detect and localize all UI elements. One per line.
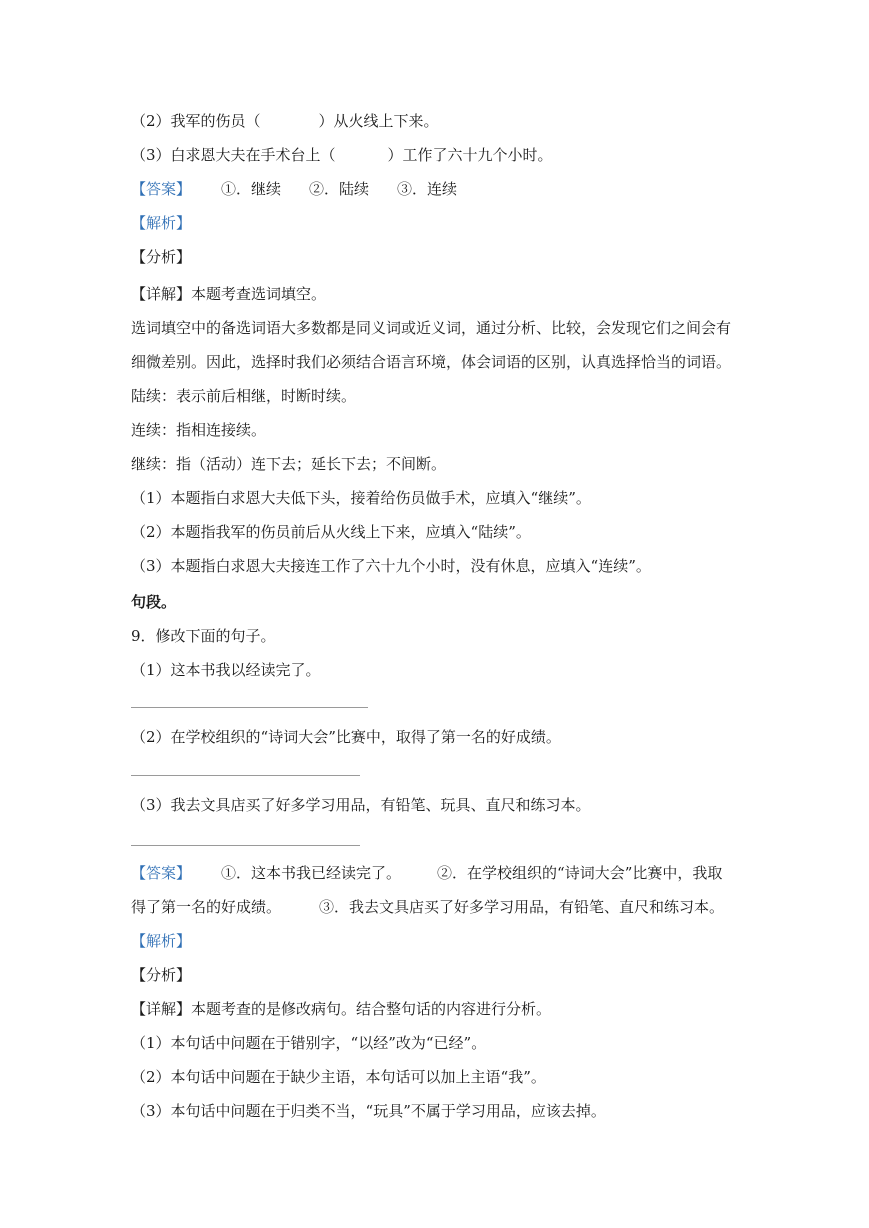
q8-exp2: （2）本题指我军的伤员前后从火线上下来，应填入“陆续”。 (131, 523, 531, 541)
q8-def-jixu: 继续：指（活动）连下去；延长下去；不间断。 (131, 455, 447, 473)
q9-answer-line2 (131, 897, 751, 917)
q8-answer (131, 179, 751, 199)
q8-def-lianxu: 连续：指相连接续。 (131, 421, 267, 439)
q9-item1: （1）这本书我以经读完了。 (131, 661, 321, 679)
answer-1: ①．这本书我已经读完了。 (221, 864, 402, 882)
q8-exp1: （1）本题指白求恩大夫低下头，接着给伤员做手术，应填入“继续”。 (131, 489, 591, 507)
q9-exp2: （2）本句话中问题在于缺少主语，本句话可以加上主语“我”。 (131, 1068, 546, 1086)
q8-para1-line2: 细微差别。因此，选择时我们必须结合语言环境，体会词语的区别，认真选择恰当的词语。 (131, 353, 732, 371)
q9-detail (131, 999, 751, 1019)
fenxi-tag: 【分析】 (131, 966, 192, 984)
answer-2-part2: 得了第一名的好成绩。 (131, 898, 282, 916)
q9-title: 9．修改下面的句子。 (131, 627, 276, 645)
fenxi-tag: 【分析】 (131, 248, 192, 266)
answer-blank-line-2 (131, 775, 360, 776)
answer-2: ②．陆续 (309, 180, 370, 198)
q8-para1-line1: 选词填空中的备选词语大多数都是同义词或近义词，通过分析、比较，会发现它们之间会有 (131, 319, 732, 337)
q8-detail (131, 284, 751, 304)
q8-item2-after: ）从火线上下来。 (318, 112, 439, 130)
q8-item3-before: （3）白求恩大夫在手术台上（ (131, 146, 336, 164)
q8-item3-after: ）工作了六十九个小时。 (387, 146, 553, 164)
answer-tag: 【答案】 (131, 864, 192, 882)
answer-3: ③．我去文具店买了好多学习用品，有铅笔、直尺和练习本。 (319, 898, 725, 916)
section-title: 句段。 (131, 593, 177, 611)
answer-tag: 【答案】 (131, 180, 192, 198)
q8-item2-before: （2）我军的伤员（ (131, 112, 261, 130)
detail-tag: 【详解】 (131, 285, 192, 303)
q9-item2: （2）在学校组织的“诗词大会”比赛中，取得了第一名的好成绩。 (131, 728, 561, 746)
answer-3: ③．连续 (397, 180, 458, 198)
answer-2-part1: ②．在学校组织的“诗词大会”比赛中，我取 (437, 864, 723, 882)
detail-text: 本题考查的是修改病句。结合整句话的内容进行分析。 (191, 1000, 552, 1018)
q9-exp1: （1）本句话中问题在于错别字，“以经”改为“已经”。 (131, 1034, 487, 1052)
q9-item3: （3）我去文具店买了好多学习用品，有铅笔、玩具、直尺和练习本。 (131, 796, 591, 814)
q8-def-luxu: 陆续：表示前后相继，时断时续。 (131, 387, 357, 405)
q8-item3 (131, 145, 751, 165)
answer-1: ①．继续 (221, 180, 282, 198)
answer-blank-line-3 (131, 845, 360, 846)
q8-item2 (131, 111, 751, 131)
q9-exp3: （3）本句话中问题在于归类不当，“玩具”不属于学习用品，应该去掉。 (131, 1102, 606, 1120)
detail-text: 本题考查选词填空。 (191, 285, 327, 303)
analysis-tag: 【解析】 (131, 214, 192, 232)
q9-answer-line1 (131, 863, 751, 883)
answer-blank-line-1 (131, 707, 368, 708)
analysis-tag: 【解析】 (131, 932, 192, 950)
detail-tag: 【详解】 (131, 1000, 192, 1018)
q8-exp3: （3）本题指白求恩大夫接连工作了六十九个小时，没有休息，应填入“连续”。 (131, 557, 651, 575)
